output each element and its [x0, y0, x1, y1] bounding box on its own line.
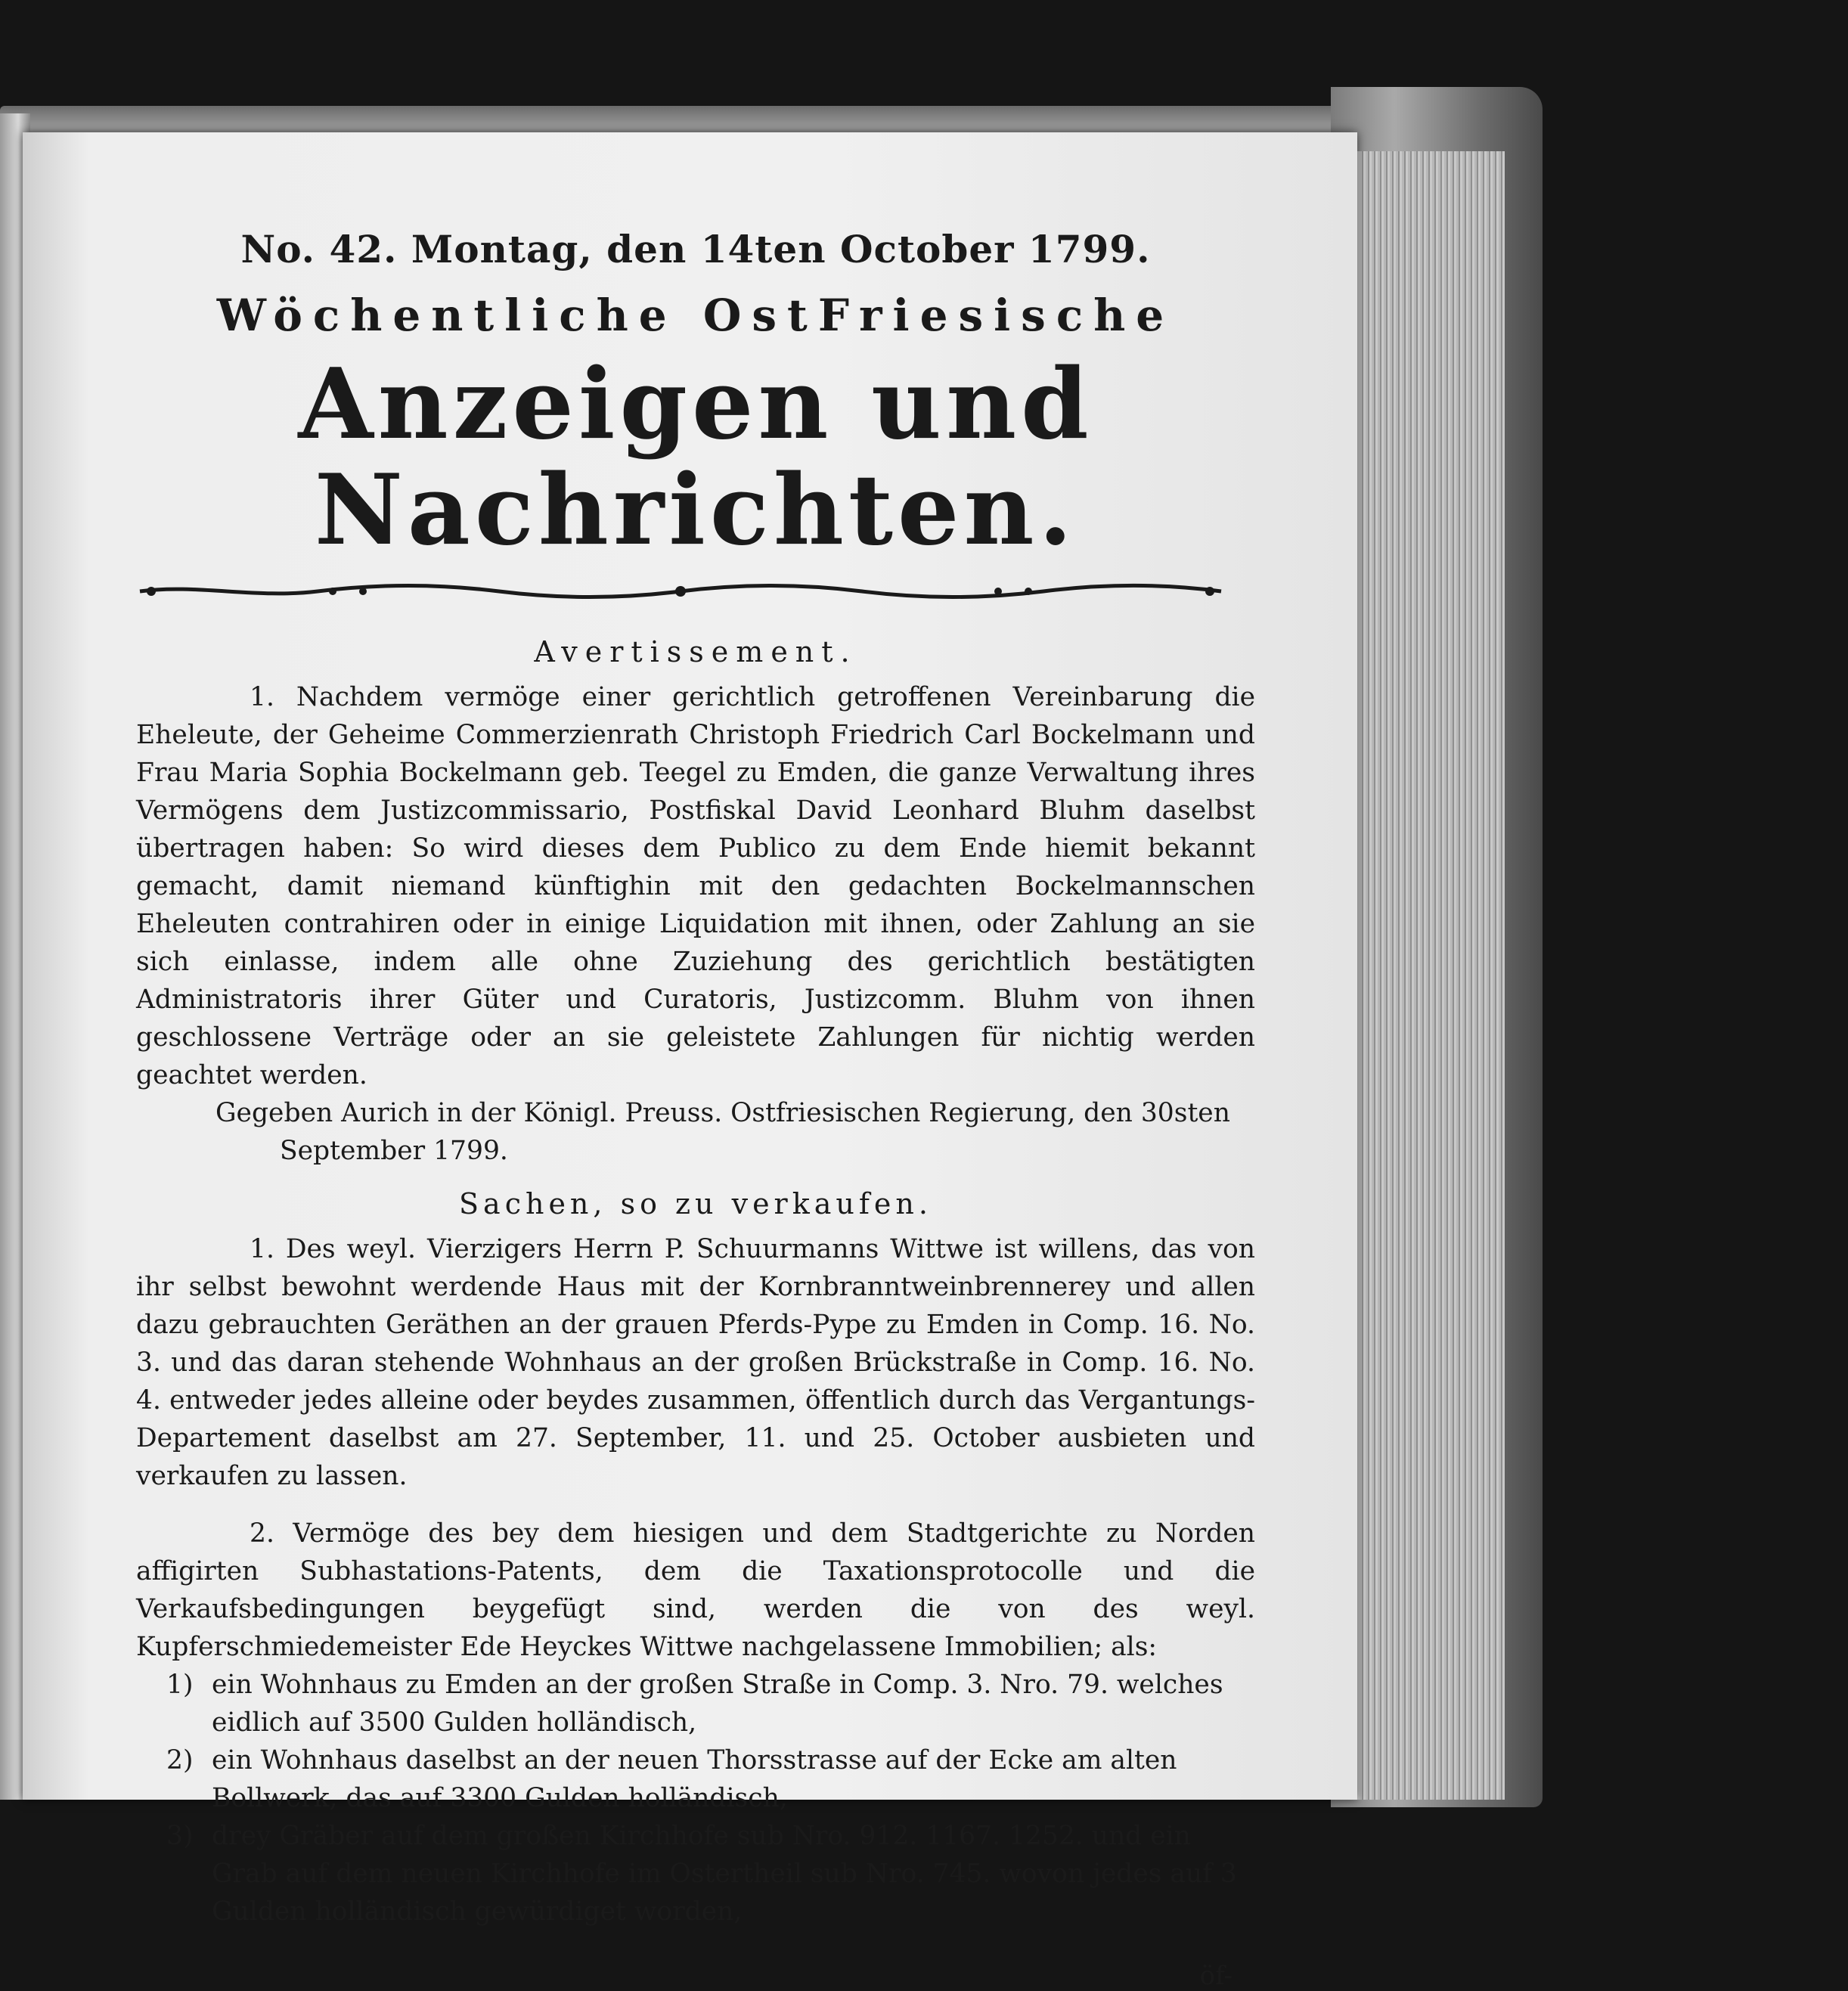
section-title-avertissement: Avertissement. [534, 635, 857, 668]
property-list [166, 1666, 1255, 1931]
newspaper-page [23, 132, 1357, 1991]
list-item-text: drey Gräber auf dem großen Kirchhofe sub Nro. 912. 1167. 1252. und ein Grab auf dem neuen Kirchhofe im Ostertheil sub Nro. 745. wovon jedes auf 3 Gulden holländisch gewürdiget worden, [212, 1821, 1237, 1927]
list-item-number: 3) [166, 1821, 194, 1851]
ornamental-divider [136, 580, 1225, 603]
issue-line: No. 42. Montag, den 14ten October 1799. [240, 227, 1151, 271]
masthead-subtitle: Wöchentliche OstFriesische [216, 290, 1175, 341]
list-item-text: ein Wohnhaus daselbst an der neuen Thorsstrasse auf der Ecke am alten Bollwerk, das auf 3300 Gulden holländisch, [212, 1745, 1177, 1813]
list-item-number: 1) [166, 1670, 194, 1700]
notice-signoff-line1: Gegeben Aurich in der Königl. Preuss. Ostfriesischen Regierung, den 30sten [215, 1098, 1230, 1128]
sale-item-1: 1. Des weyl. Vierzigers Herrn P. Schuurmanns Wittwe ist willens, das von ihr selbst bewohnt werdende Haus mit der Kornbranntweinbrennerey und allen dazu gebrauchten Geräthen an der grauen Pferds-Pype zu Emden in Comp. 16. No. 3. und das daran stehende Wohnhaus an der großen Brückstraße in Comp. 16. No. 4. entweder jedes alleine oder beydes zusammen, öffentlich durch das Vergantungs-Departement daselbst am 27. September, 11. und 25. October ausbieten und verkaufen zu lassen. [136, 1234, 1255, 1491]
list-item [166, 1741, 1255, 1817]
section-title-sales: Sachen, so zu verkaufen. [459, 1187, 932, 1220]
list-item [166, 1666, 1255, 1741]
notice-paragraph: 1. Nachdem vermöge einer gerichtlich getroffenen Vereinbarung die Eheleute, der Geheime Commerzienrath Christoph Friedrich Carl Bockelmann und Frau Maria Sophia Bockelmann geb. Teegel zu Emden, die ganze Verwaltung ihres Vermögens dem Justizcommissario, Postfiskal David Leonhard Bluhm daselbst übertragen haben: So wird dieses dem Publico zu dem Ende hiemit bekannt gemacht, damit niemand künftighin mit den gedachten Bockelmannschen Eheleuten contrahiren oder in einige Liquidation mit ihnen, oder Zahlung an sie sich einlasse, indem alle ohne Zuziehung des gerichtlich bestätigten Administratoris ihrer Güter und Curatoris, Justizcomm. Bluhm von ihnen geschlossene Verträge oder an sie geleistete Zahlungen für nichtig werden geachtet werden. [136, 682, 1255, 1090]
list-item [166, 1817, 1255, 1931]
list-item-text: ein Wohnhaus zu Emden an der großen Straße in Comp. 3. Nro. 79. welches eidlich auf 3500 Gulden holländisch, [212, 1670, 1223, 1738]
page-block-edges [1353, 151, 1505, 1800]
masthead-title: Anzeigen und Nachrichten. [298, 348, 1093, 567]
notice-signoff-line2: September 1799. [280, 1136, 508, 1166]
page-content [136, 223, 1255, 1991]
sale-item-2-intro: 2. Vermöge des bey dem hiesigen und dem Stadtgerichte zu Norden affigirten Subhastations-Patents, dem die Taxationsprotocolle und die Verkaufsbedingungen beygefügt sind, werden die von des weyl. Kupferschmiedemeister Ede Heyckes Wittwe nachgelassene Immobilien; als: [136, 1518, 1255, 1662]
catchword: öf- [1199, 1961, 1233, 1991]
list-item-number: 2) [166, 1745, 194, 1775]
